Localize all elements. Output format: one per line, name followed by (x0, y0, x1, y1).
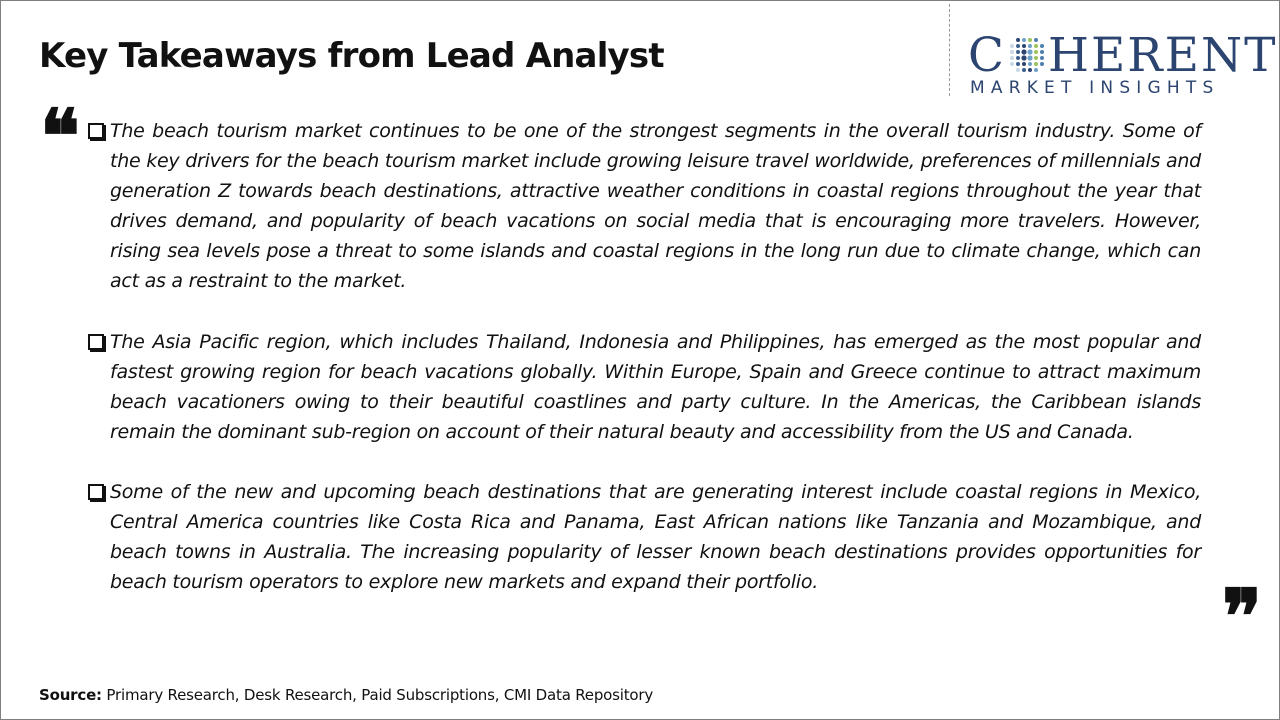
logo-dot (1040, 50, 1044, 54)
logo-dot (1016, 56, 1020, 60)
logo-wordmark (968, 30, 1277, 82)
takeaway-text: The beach tourism market continues to be one of the strongest segments in the overall tourism industry. Some of the key drivers for the beach tourism market include growing leisure travel worldwide, preferences of millennials and generation Z towards beach destinations, attractive weather conditions in coastal regions throughout the year that drives demand, and popularity of beach vacations on social media that is encouraging more travelers. However, rising sea levels pose a threat to some islands and coastal regions in the long run due to climate change, which can act as a restraint to the market. (110, 120, 1201, 292)
logo-dot (1021, 55, 1026, 60)
logo-dot (1040, 56, 1044, 60)
close-quote-icon: ❞ (1222, 574, 1262, 660)
logo-dot (1010, 44, 1014, 48)
logo-word-right: HERENT (1047, 28, 1278, 83)
logo-dot (1010, 56, 1014, 60)
logo-dot (1028, 62, 1032, 66)
logo-dot (1010, 50, 1014, 54)
logo-dot (1022, 68, 1026, 72)
logo-dot (1028, 68, 1032, 72)
globe-dots-icon (1007, 35, 1047, 75)
logo-dot (1034, 50, 1038, 54)
logo-divider (949, 4, 950, 96)
logo-dot (1034, 56, 1038, 60)
takeaway-list (86, 116, 1201, 628)
logo-dot (1027, 49, 1032, 54)
logo-dot (1028, 38, 1032, 42)
logo-subtitle: MARKET INSIGHTS (970, 78, 1220, 98)
source-text: Primary Research, Desk Research, Paid Subscriptions, CMI Data Repository (101, 686, 654, 704)
logo-dot (1034, 62, 1038, 66)
logo-dot (1034, 68, 1038, 72)
checkbox-icon (88, 334, 104, 350)
logo-dot (1022, 62, 1026, 66)
logo-word-left: C (968, 28, 1006, 83)
logo-dot (1034, 44, 1038, 48)
list-item (86, 477, 1201, 597)
logo-dot (1021, 49, 1026, 54)
logo-dot (1028, 44, 1032, 48)
page-title: Key Takeaways from Lead Analyst (39, 36, 664, 76)
list-item (86, 116, 1201, 296)
logo-dot (1022, 44, 1026, 48)
company-logo (968, 28, 1278, 100)
list-item (86, 327, 1201, 447)
logo-dot (1016, 44, 1020, 48)
logo-dot (1022, 38, 1026, 42)
logo-dot (1016, 50, 1020, 54)
takeaway-text: The Asia Pacific region, which includes Thailand, Indonesia and Philippines, has emerged as the most popular and fastest growing region for beach vacations globally. Within Europe, Spain and Greece continue to attract maximum beach vacationers owing to their beautiful coastlines and party culture. In the Americas, the Caribbean islands remain the dominant sub-region on account of their natural beauty and accessibility from the US and Canada. (110, 331, 1201, 443)
source-label: Source: (39, 686, 102, 704)
takeaway-text: Some of the new and upcoming beach destinations that are generating interest include coastal regions in Mexico, Central America countries like Costa Rica and Panama, East African nations like Tanzania and Mozambique, and beach towns in Australia. The increasing popularity of lesser known beach destinations provides opportunities for beach tourism operators to explore new markets and expand their portfolio. (110, 481, 1201, 593)
logo-dot (1027, 55, 1032, 60)
checkbox-icon (88, 484, 104, 500)
logo-dot (1040, 44, 1044, 48)
source-note (39, 684, 653, 706)
logo-dot (1040, 62, 1044, 66)
logo-dot (1016, 38, 1020, 42)
open-quote-icon: ❝ (40, 94, 80, 180)
checkbox-icon (88, 123, 104, 139)
logo-dot (1016, 68, 1020, 72)
logo-dot (1016, 62, 1020, 66)
logo-dot (1010, 62, 1014, 66)
logo-dot (1034, 38, 1038, 42)
